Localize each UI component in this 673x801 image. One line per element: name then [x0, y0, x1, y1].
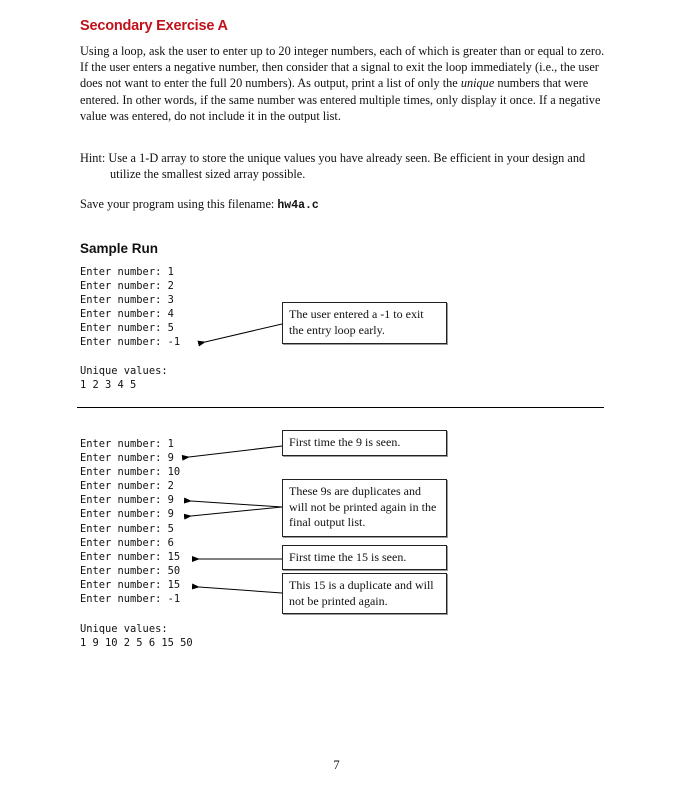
- arrow-icon: [205, 324, 282, 342]
- callout-duplicate-15: This 15 is a duplicate and will not be printed again.: [282, 573, 447, 614]
- page-number: 7: [333, 758, 340, 772]
- console-line: Enter number: 5: [80, 522, 174, 535]
- console-line: Enter number: 5: [80, 322, 174, 335]
- save-instruction: [80, 196, 610, 214]
- hint-text: Hint: Use a 1-D array to store the unique values you have already seen. Be efficient in your design and utilize the smallest sized array possible.: [80, 151, 586, 182]
- result-values: 1 9 10 2 5 6 15 50: [80, 637, 193, 650]
- run1-console: [80, 265, 180, 350]
- description-part-1: Using a loop, ask the user to enter up to 20 integer numbers, each of which is greater than or equal to zero. If the user enters a negative number, then consider that a signal to exit the loop immediately (i.e., the user does not want to enter the full 20 numbers). As output, print a list of only the: [80, 44, 605, 91]
- callout-first-15: First time the 15 is seen.: [282, 545, 447, 570]
- callout-exit-early: The user entered a -1 to exit the entry loop early.: [282, 302, 447, 344]
- exercise-description: [80, 43, 610, 124]
- console-line: Enter number: 1: [80, 266, 174, 278]
- console-line: Enter number: 6: [80, 536, 174, 549]
- arrow-icon: [191, 501, 282, 507]
- console-line: Enter number: 4: [80, 308, 174, 321]
- console-line: Enter number: 15: [80, 578, 181, 591]
- console-line: Enter number: 9: [80, 452, 174, 465]
- arrow-icon: [189, 446, 282, 457]
- exercise-title: Secondary Exercise A: [80, 18, 228, 34]
- run2-console: [80, 437, 180, 606]
- arrow-icon: [199, 587, 282, 593]
- console-line: Enter number: 3: [80, 294, 174, 307]
- callout-duplicate-9s: These 9s are duplicates and will not be printed again in the final output list.: [282, 479, 447, 537]
- console-line: Enter number: 10: [80, 466, 181, 479]
- filename: hw4a.c: [277, 199, 319, 212]
- run2-result: [80, 622, 193, 650]
- console-line: Enter number: 9: [80, 494, 174, 507]
- console-line: Enter number: 2: [80, 280, 174, 293]
- description-emphasis: unique: [460, 76, 495, 91]
- sample-run-heading: Sample Run: [80, 241, 159, 256]
- console-line: Enter number: 15: [80, 550, 181, 563]
- console-line: Enter number: -1: [80, 593, 181, 606]
- save-label: Save your program using this filename:: [80, 197, 278, 211]
- console-line: Enter number: 50: [80, 564, 181, 577]
- arrow-icon: [191, 507, 282, 516]
- console-line: Enter number: 2: [80, 480, 174, 493]
- result-label: Unique values:: [80, 623, 168, 635]
- result-values: 1 2 3 4 5: [80, 379, 137, 392]
- console-line: Enter number: 1: [80, 438, 174, 450]
- result-label: Unique values:: [80, 365, 168, 377]
- console-line: Enter number: -1: [80, 336, 181, 349]
- section-divider: [77, 407, 604, 408]
- run1-result: [80, 364, 168, 392]
- console-line: Enter number: 9: [80, 508, 174, 521]
- callout-first-9: First time the 9 is seen.: [282, 430, 447, 456]
- description-part-2: numbers that were entered. In other words, if the same number was entered multiple times, only display it once. If a negative value was entered, do not include it in the output list.: [80, 76, 601, 123]
